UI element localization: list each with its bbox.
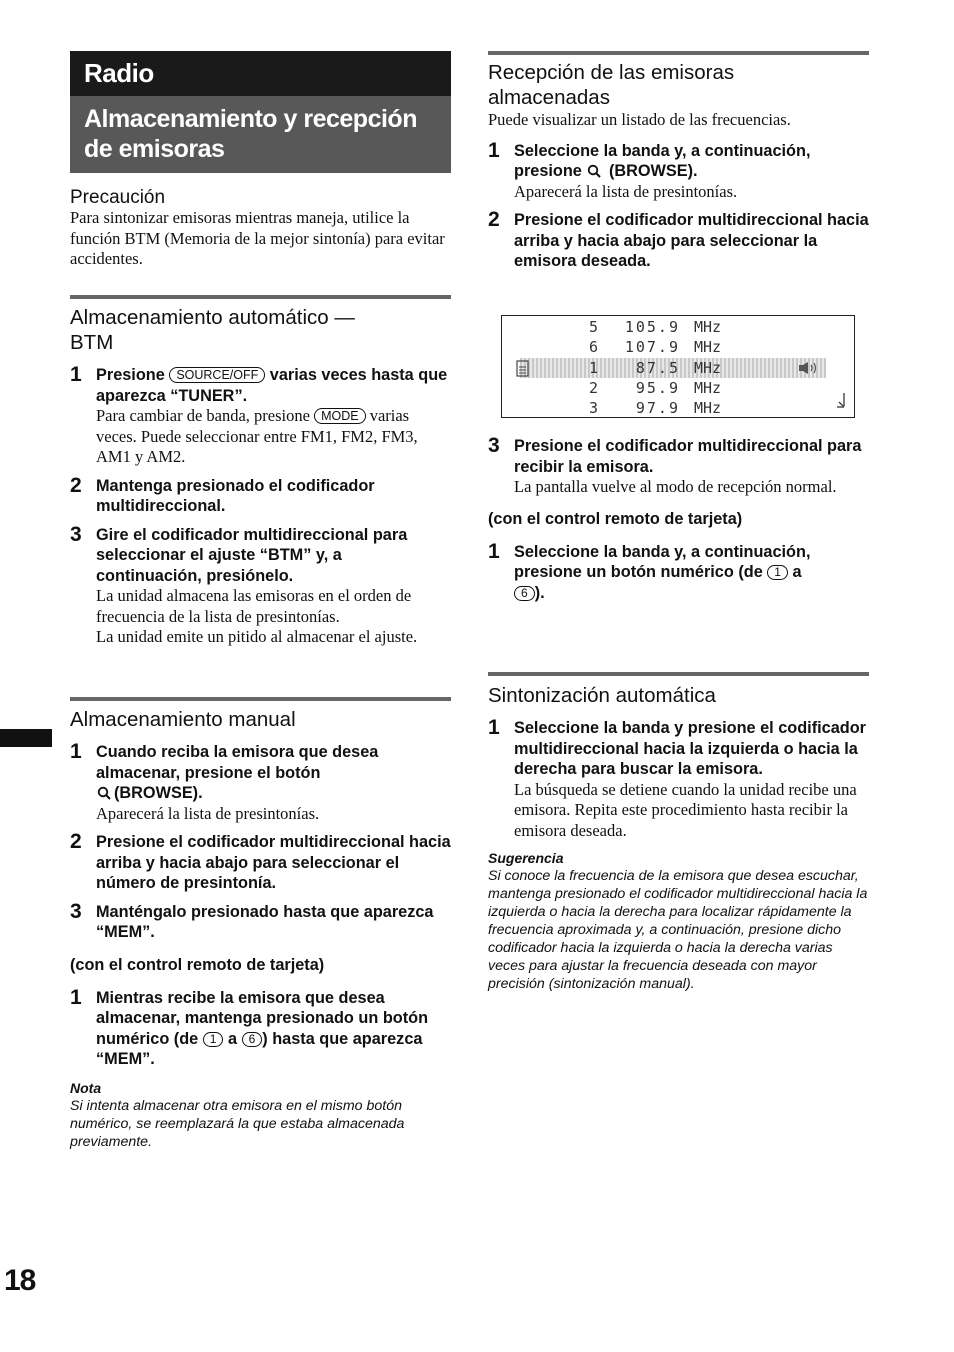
auto-tuning-heading: Sintonización automática bbox=[488, 684, 716, 707]
preset-row-selected bbox=[576, 358, 826, 378]
preset-unit: MHz bbox=[694, 318, 722, 336]
remote-subheading: (con el control remoto de tarjeta) bbox=[70, 955, 325, 974]
step-text: Mantenga presionado el codificador multidireccional. bbox=[96, 476, 375, 515]
preset-unit: MHz bbox=[694, 379, 722, 397]
precaution-section bbox=[70, 186, 451, 270]
step-number: 1 bbox=[488, 138, 500, 162]
recall-intro: Puede visualizar un listado de las frecuencias. bbox=[488, 110, 791, 129]
number-button-6: 6 bbox=[242, 1032, 263, 1047]
step-text: a bbox=[792, 563, 802, 581]
scroll-down-icon bbox=[836, 392, 848, 410]
step-number: 1 bbox=[488, 539, 500, 563]
recall-heading: Recepción de las emisoras almacenadas bbox=[488, 61, 735, 109]
preset-number: 3 bbox=[588, 399, 600, 417]
preset-frequency: 97.9 bbox=[635, 399, 680, 417]
auto-step-1 bbox=[488, 718, 869, 841]
page-number: 18 bbox=[4, 1264, 36, 1297]
number-button-6: 6 bbox=[514, 586, 535, 601]
step-text: Cuando reciba la emisora que desea almacenar, presione el botón bbox=[96, 743, 379, 782]
preset-frequency: 105.9 bbox=[624, 318, 680, 336]
preset-row bbox=[576, 378, 826, 398]
manual-step-2 bbox=[70, 832, 451, 894]
step-body: La pantalla vuelve al modo de recepción normal. bbox=[514, 477, 837, 496]
preset-row bbox=[576, 398, 826, 418]
manual-remote-step-1 bbox=[70, 985, 451, 1070]
step-number: 3 bbox=[70, 899, 82, 923]
auto-tuning-section bbox=[488, 672, 869, 993]
step-number: 1 bbox=[70, 740, 82, 763]
step-number: 1 bbox=[488, 716, 500, 739]
preset-unit: MHz bbox=[694, 338, 722, 356]
step-text: Seleccione la banda y, a continuación, presione bbox=[514, 141, 811, 180]
page-title: Almacenamiento y recepción de emisoras bbox=[84, 105, 417, 163]
speaker-icon bbox=[798, 361, 820, 375]
step-number: 3 bbox=[70, 522, 82, 546]
manual-step-3 bbox=[70, 899, 451, 943]
preset-number: 2 bbox=[588, 379, 600, 397]
preset-number: 6 bbox=[588, 338, 600, 356]
step-number: 3 bbox=[488, 434, 500, 457]
recall-steps-cont bbox=[488, 436, 869, 603]
preset-row bbox=[576, 317, 826, 337]
step-text: a bbox=[227, 1029, 238, 1048]
step-text: Mientras recibe la emisora que desea almacenar, mantenga presionado un botón numérico (de bbox=[96, 988, 429, 1048]
precaution-text: Para sintonizar emisoras mientras maneja, utilice la función BTM (Memoria de la mejor sintonía) para evitar accidentes. bbox=[70, 208, 445, 268]
btm-step-3 bbox=[70, 522, 451, 648]
step-text: Presione el codificador multidireccional hacia arriba y hacia abajo para seleccionar el número de presintonía. bbox=[96, 833, 451, 892]
search-icon bbox=[96, 786, 114, 800]
step-text: Seleccione la banda y, a continuación, presione un botón numérico (de bbox=[514, 542, 811, 581]
manual-step-1 bbox=[70, 742, 451, 824]
note-text: Si intenta almacenar otra emisora en el mismo botón numérico, se reemplazará la que estaba almacenada previamente. bbox=[70, 1097, 405, 1150]
step-body: La unidad emite un pitido al almacenar el ajuste. bbox=[96, 627, 418, 646]
recall-section bbox=[488, 51, 869, 272]
manual-heading: Almacenamiento manual bbox=[70, 708, 296, 731]
step-body: varias veces. Puede seleccionar entre FM1, FM2, FM3, AM1 y AM2. bbox=[96, 406, 418, 466]
step-number: 2 bbox=[70, 830, 82, 853]
recall-step-2 bbox=[488, 210, 869, 272]
manual-section bbox=[70, 697, 451, 1151]
step-body: La búsqueda se detiene cuando la unidad recibe una emisora. Repita este procedimiento hasta recibir la emisora deseada. bbox=[514, 779, 857, 840]
note-heading: Nota bbox=[70, 1079, 102, 1096]
search-icon bbox=[586, 164, 604, 178]
step-text: ). bbox=[534, 583, 545, 602]
tip-text: Si conoce la frecuencia de la emisora que desea escuchar, mantenga presionado el codificador multidireccional hacia la izquierda o hacia la derecha para localizar rápidamente la frecuencia aproximada y, a continuación, presione dicho codificador hacia la izquierda o hacia la derecha varias veces para ajustar la frecuencia deseada con mayor precisión (sintonización manual). bbox=[488, 868, 868, 992]
step-text: ) hasta que aparezca “MEM”. bbox=[96, 1029, 423, 1068]
page-edge-tab bbox=[0, 729, 52, 747]
section-title: Radio bbox=[84, 58, 154, 88]
recall-step-3 bbox=[488, 436, 869, 498]
recall-step-1 bbox=[488, 138, 869, 203]
precaution-heading: Precaución bbox=[70, 187, 166, 208]
btm-section bbox=[70, 295, 451, 648]
step-text: Presione bbox=[96, 366, 165, 384]
preset-number: 1 bbox=[588, 359, 600, 377]
step-body: Aparecerá la lista de presintonías. bbox=[96, 803, 320, 823]
section-banner bbox=[70, 51, 451, 96]
tip-heading: Sugerencia bbox=[488, 850, 564, 866]
step-text: (BROWSE). bbox=[114, 784, 203, 802]
step-number: 1 bbox=[70, 985, 82, 1009]
step-text: varias veces hasta que aparezca “TUNER”. bbox=[96, 366, 448, 405]
step-number: 1 bbox=[70, 363, 82, 386]
btm-step-1 bbox=[70, 365, 451, 468]
step-text: (BROWSE). bbox=[608, 162, 698, 180]
preset-frequency: 87.5 bbox=[635, 359, 680, 377]
step-body: La unidad almacena las emisoras en el orden de frecuencia de la lista de presintonías. bbox=[96, 586, 412, 626]
step-text: Seleccione la banda y presione el codificador multidireccional hacia la izquierda o hacia la derecha para buscar la emisora. bbox=[514, 719, 866, 778]
step-text: Gire el codificador multidireccional para seleccionar el ajuste “BTM” y, a continuación, presiónelo. bbox=[96, 525, 408, 585]
step-text: Manténgalo presionado hasta que aparezca “MEM”. bbox=[96, 902, 434, 941]
remote-subheading: (con el control remoto de tarjeta) bbox=[488, 509, 743, 528]
step-body: Para cambiar de banda, presione bbox=[96, 406, 310, 425]
memory-card-icon bbox=[516, 360, 530, 378]
step-text: Presione el codificador multidireccional hacia arriba y hacia abajo para seleccionar la emisora deseada. bbox=[514, 211, 869, 270]
preset-list-display bbox=[501, 315, 855, 418]
step-number: 2 bbox=[488, 208, 500, 231]
number-button-1: 1 bbox=[203, 1032, 224, 1047]
btm-heading: Almacenamiento automático — BTM bbox=[70, 306, 355, 354]
btm-step-2 bbox=[70, 473, 451, 517]
preset-number: 5 bbox=[588, 318, 600, 336]
step-body: Aparecerá la lista de presintonías. bbox=[514, 181, 738, 201]
preset-frequency: 95.9 bbox=[635, 379, 680, 397]
mode-button: MODE bbox=[314, 408, 366, 424]
step-text: Presione el codificador multidireccional para recibir la emisora. bbox=[514, 437, 862, 476]
source-off-button: SOURCE/OFF bbox=[169, 367, 265, 383]
recall-remote-step-1 bbox=[488, 539, 869, 604]
step-number: 2 bbox=[70, 473, 82, 497]
page-title-banner bbox=[70, 96, 451, 173]
preset-row bbox=[576, 337, 826, 357]
number-button-1: 1 bbox=[767, 565, 788, 580]
preset-unit: MHz bbox=[694, 359, 722, 377]
preset-frequency: 107.9 bbox=[624, 338, 680, 356]
preset-unit: MHz bbox=[694, 399, 722, 417]
